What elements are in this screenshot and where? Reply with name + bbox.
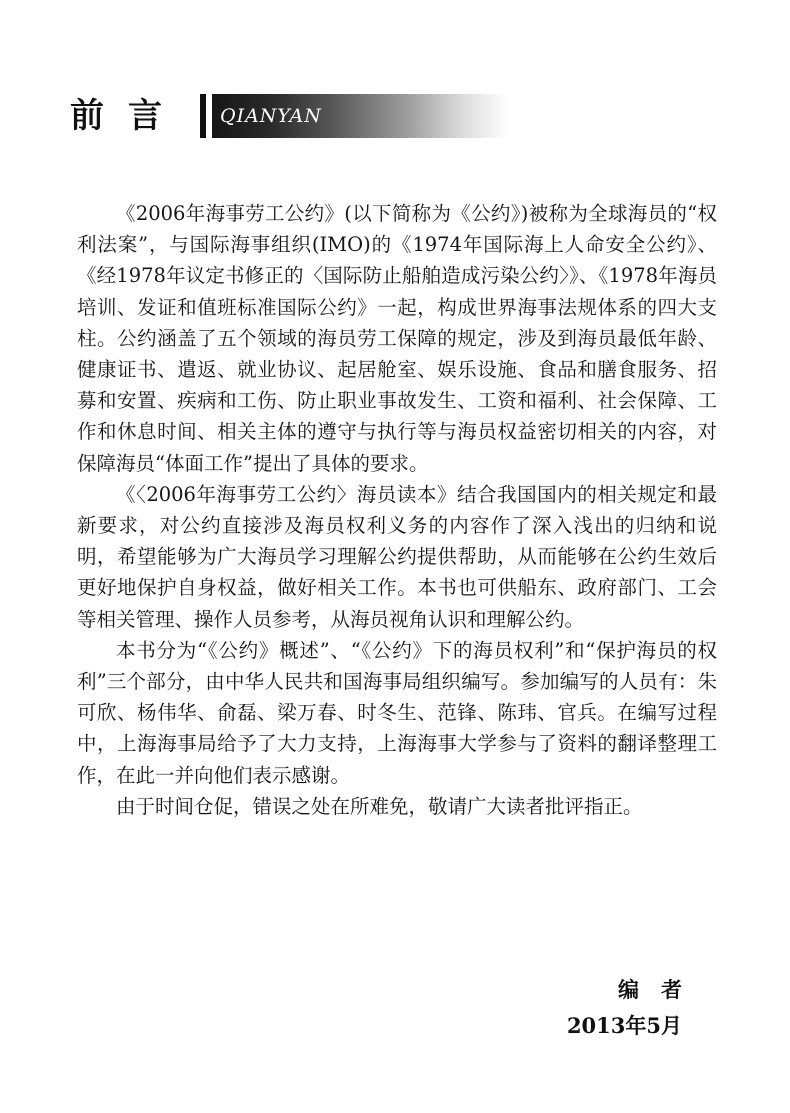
preface-body [77,198,717,822]
preface-header [70,92,510,140]
paragraph-2: 《〈2006年海事劳工公约〉海员读本》结合我国国内的相关规定和最新要求，对公约直接涉及海员权利义务的内容作了深入浅出的归纳和说明，希望能够为广大海员学习理解公约提供帮助，从而能够在公约生效后更好地保护自身权益，做好相关工作。本书也可供船东、政府部门、工会等相关管理、操作人员参考，从海员视角认识和理解公约。 [77,482,717,631]
page-title: 前言 [70,96,186,136]
header-divider-bar [200,94,206,138]
signature-author: 编者 [618,977,704,1002]
signature-date: 2013年5月 [566,1013,682,1038]
paragraph-1: 《2006年海事劳工公约》(以下简称为《公约》)被称为全球海员的“权利法案”，与国际海事组织(IMO)的《1974年国际海上人命安全公约》、《经1978年议定书修正的〈国际防止船舶造成污染公约〉》、《1978年海员培训、发证和值班标准国际公约》一起，构成世界海事法规体系的四大支柱。公约涵盖了五个领域的海员劳工保障的规定，涉及到海员最低年龄、健康证书、遣返、就业协议、起居舱室、娱乐设施、食品和膳食服务、招募和安置、疾病和工伤、防止职业事故发生、工资和福利、社会保障、工作和休息时间、相关主体的遵守与执行等与海员权益密切相关的内容，对保障海员“体面工作”提出了具体的要求。 [77,202,717,475]
paragraph-3: 本书分为“《公约》概述”、“《公约》下的海员权利”和“保护海员的权利”三个部分，由中华人民共和国海事局组织编写。参加编写的人员有：朱可欣、杨伟华、俞磊、梁万春、时冬生、范锋、陈玮、官兵。在编写过程中，上海海事局给予了大力支持，上海海事大学参与了资料的翻译整理工作，在此一并向他们表示感谢。 [77,638,717,787]
page-title-pinyin: QIANYAN [220,105,322,127]
paragraph-4: 由于时间仓促，错误之处在所难免，敬请广大读者批评指正。 [116,794,643,818]
